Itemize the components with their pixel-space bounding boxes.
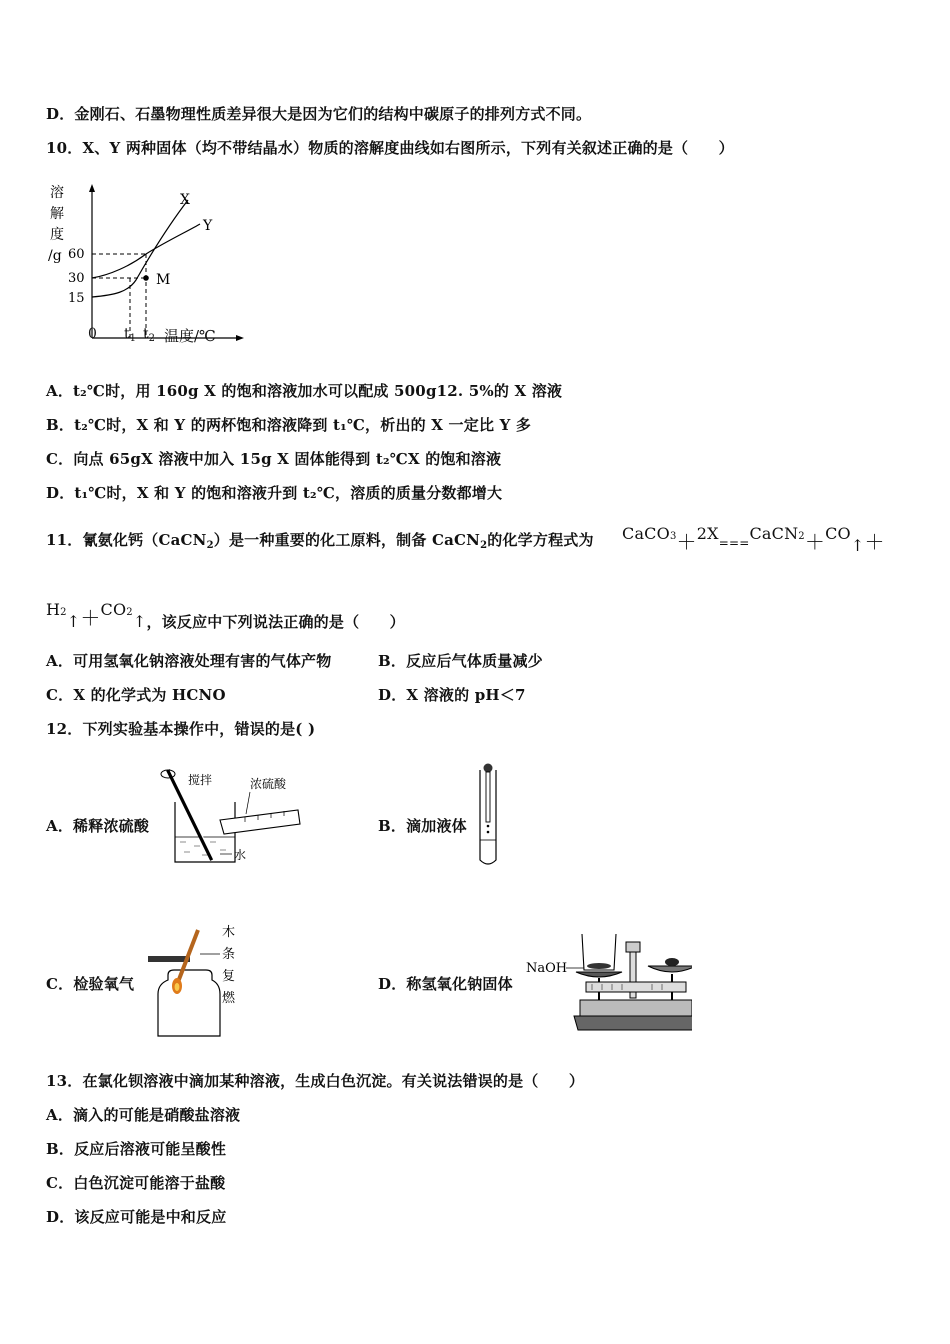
x-axis-arrow [236,335,244,341]
oxygen-test-figure [140,920,250,1042]
q10-option-a: A．t₂℃时，用 160g X 的饱和溶液加水可以配成 500g12. 5%的 X 溶液 [46,382,563,400]
dilute-acid-figure [150,762,310,872]
water-label: 水 [234,848,247,862]
q13-option-b: B．反应后溶液可能呈酸性 [46,1140,227,1158]
balance-beam [586,982,686,992]
point-m-label: M [156,272,171,288]
naoh-label: NaOH [526,961,568,976]
dropper-tube [486,772,490,822]
x-tick-t1: $t_1$ [124,326,137,344]
balance-figure [522,926,692,1034]
q13-option-a: A．滴入的可能是硝酸盐溶液 [46,1106,241,1124]
q12-option-d: D．称氢氧化钠固体 [378,975,513,993]
label-char-3: 复 [222,969,236,984]
y-label-3: 度 [50,227,64,243]
q11-stem: 11．氰氨化钙（CaCN$_2$）是一种重要的化工原料，制备 CaCN$_2$的化学方程式为 [46,531,594,551]
solubility-graph [40,180,250,350]
x-tick-t2: $t_2$ [143,326,156,344]
q12-option-a: A．稀释浓硫酸 [46,817,150,835]
label-char-1: 木 [222,925,236,940]
y-label-1: 溶 [50,185,64,201]
q10-option-d: D．t₁℃时，X 和 Y 的饱和溶液升到 t₂℃，溶质的质量分数都增大 [46,484,503,502]
q10-option-b: B．t₂℃时，X 和 Y 的两杯饱和溶液降到 t₁℃，析出的 X 一定比 Y 多 [46,416,532,434]
y-axis-arrow [89,184,95,192]
curve-x-label: X [180,192,190,208]
q10-stem: 10．X、Y 两种固体（均不带结晶水）物质的溶解度曲线如右图所示，下列有关叙述正确的是（ ） [46,139,734,157]
y-label-4: /g [48,248,62,264]
left-pan [576,972,622,977]
q11-option-b: B．反应后气体质量减少 [378,652,543,670]
q9-option-d: D．金刚石、石墨物理性质差异很大是因为它们的结构中碳原子的排列方式不同。 [46,105,592,123]
q13-option-d: D．该反应可能是中和反应 [46,1208,227,1226]
gas-bottle [158,970,220,1036]
y-tick-15: 15 [68,291,85,306]
dropper-figure [474,762,504,868]
q11-equation: $CaCO3+2X_{===}CaCN2+CO↑+$ [622,524,885,555]
q13-stem: 13．在氯化钡溶液中滴加某种溶液，生成白色沉淀。有关说法错误的是（ ） [46,1072,585,1090]
measuring-cylinder [220,810,300,834]
q13-option-c: C．白色沉淀可能溶于盐酸 [46,1174,226,1192]
q11-stem-cont: H2↑＋CO2↑，该反应中下列说法正确的是（ ） [46,600,405,631]
origin-label: 0 [88,326,97,342]
glass-cover [148,956,190,962]
curve-x [92,200,188,297]
q11-option-d: D．X 溶液的 pH＜7 [378,686,526,704]
balance-base [580,1000,692,1016]
right-pan [648,966,692,972]
q12-option-c: C．检验氧气 [46,975,135,993]
q12-stem: 12．下列实验基本操作中，错误的是( ) [46,720,316,738]
point-m [143,275,149,281]
label-char-4: 燃 [222,991,236,1006]
x-axis-label: 温度/℃ [164,327,216,345]
stir-label: 搅拌 [188,773,213,787]
balance-foot [574,1016,692,1030]
q11-option-c: C．X 的化学式为 HCNO [46,686,226,704]
q10-option-c: C．向点 65gX 溶液中加入 15g X 固体能得到 t₂℃X 的饱和溶液 [46,450,502,468]
q11-option-a: A．可用氢氧化钠溶液处理有害的气体产物 [46,652,332,670]
y-tick-60: 60 [68,247,85,262]
y-label-2: 解 [50,206,64,222]
curve-y-label: Y [203,218,213,234]
label-char-2: 条 [222,947,236,962]
q12-option-b: B．滴加液体 [378,817,467,835]
y-tick-30: 30 [68,271,85,286]
dropper-bulb [484,764,493,773]
acid-label: 浓硫酸 [250,777,287,791]
